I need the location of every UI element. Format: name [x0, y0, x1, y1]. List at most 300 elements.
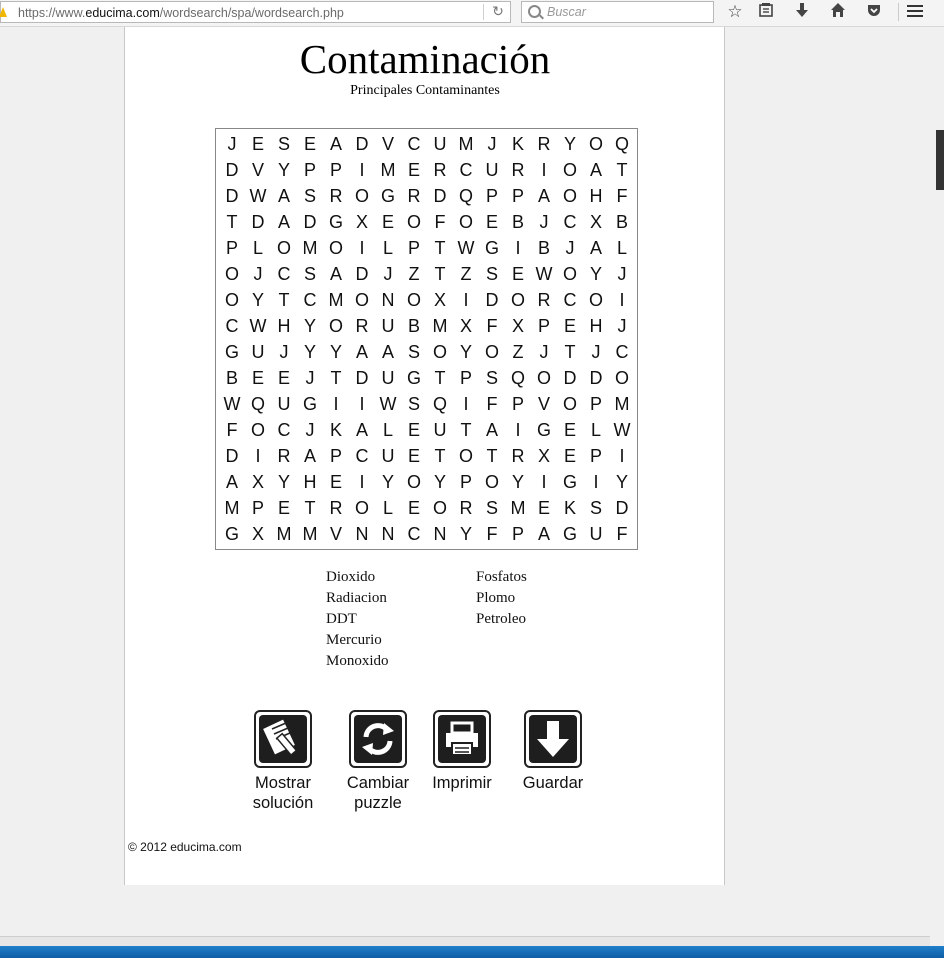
- address-bar[interactable]: [0, 1, 511, 23]
- taskbar: [0, 946, 944, 958]
- grid-cell: M: [302, 524, 318, 544]
- grid-cell: G: [302, 394, 317, 414]
- download-icon[interactable]: [791, 2, 813, 22]
- grid-cell: E: [303, 134, 316, 154]
- grid-cell: G: [536, 420, 551, 440]
- grid-cell: T: [330, 368, 342, 388]
- grid-cell: A: [329, 264, 342, 284]
- grid-cell: J: [305, 368, 315, 388]
- grid-cell: D: [303, 212, 317, 232]
- grid-cell: T: [226, 212, 238, 232]
- grid-cell: O: [510, 290, 525, 310]
- grid-row: [216, 235, 637, 261]
- word-item: Plomo: [476, 590, 516, 606]
- grid-cell: V: [251, 160, 264, 180]
- grid-cell: O: [562, 264, 577, 284]
- grid-cell: A: [589, 160, 602, 180]
- grid-cell: V: [381, 134, 394, 154]
- change-puzzle-button[interactable]: [343, 710, 413, 813]
- grid-cell: Q: [250, 394, 265, 414]
- grid-cell: E: [329, 472, 342, 492]
- grid-cell: B: [511, 212, 524, 232]
- word-list-right: [476, 567, 527, 630]
- grid-cell: H: [589, 316, 603, 336]
- grid-cell: Y: [277, 160, 290, 180]
- grid-cell: I: [463, 290, 469, 310]
- grid-cell: O: [588, 134, 603, 154]
- grid-cell: J: [383, 264, 393, 284]
- grid-cell: S: [589, 498, 602, 518]
- grid-cell: K: [511, 134, 524, 154]
- grid-cell: Z: [408, 264, 420, 284]
- print-button[interactable]: [429, 710, 495, 793]
- grid-cell: Y: [277, 472, 290, 492]
- grid-cell: I: [515, 420, 521, 440]
- grid-cell: E: [407, 160, 420, 180]
- grid-cell: Y: [563, 134, 576, 154]
- grid-cell: O: [406, 290, 421, 310]
- grid-cell: X: [589, 212, 602, 232]
- search-icon: [528, 5, 541, 18]
- change-puzzle-label-1: Cambiar: [346, 774, 410, 792]
- grid-cell: E: [537, 498, 550, 518]
- word-item: Radiacion: [326, 590, 387, 606]
- download-arrow-icon: [524, 710, 582, 768]
- grid-cell: B: [225, 368, 238, 388]
- grid-cell: U: [485, 160, 499, 180]
- grid-cell: M: [432, 316, 448, 336]
- grid-cell: L: [382, 498, 393, 518]
- page-content: [124, 27, 725, 885]
- grid-cell: N: [381, 524, 395, 544]
- grid-row: [216, 339, 637, 365]
- grid-cell: R: [277, 446, 291, 466]
- printer-icon: [433, 710, 491, 768]
- grid-cell: P: [459, 368, 472, 388]
- refresh-icon: [349, 710, 407, 768]
- grid-cell: C: [407, 134, 421, 154]
- grid-cell: J: [487, 134, 497, 154]
- grid-cell: D: [563, 368, 577, 388]
- grid-cell: F: [486, 394, 498, 414]
- grid-cell: Q: [510, 368, 525, 388]
- grid-cell: Q: [614, 134, 629, 154]
- grid-cell: S: [485, 368, 498, 388]
- grid-row: [216, 131, 637, 157]
- grid-cell: E: [407, 446, 420, 466]
- grid-cell: Y: [251, 290, 264, 310]
- grid-cell: P: [329, 160, 342, 180]
- grid-cell: O: [224, 290, 239, 310]
- grid-cell: R: [459, 498, 473, 518]
- grid-cell: O: [354, 498, 369, 518]
- grid-cell: E: [485, 212, 498, 232]
- grid-cell: Z: [460, 264, 472, 284]
- grid-cell: O: [458, 212, 473, 232]
- grid-cell: D: [225, 160, 239, 180]
- home-icon[interactable]: [827, 2, 849, 22]
- grid-cell: O: [536, 368, 551, 388]
- show-solution-button[interactable]: [251, 710, 315, 813]
- grid-cell: C: [459, 160, 473, 180]
- grid-cell: R: [329, 186, 343, 206]
- grid-cell: E: [407, 498, 420, 518]
- grid-cell: M: [276, 524, 292, 544]
- grid-row: [216, 183, 637, 209]
- grid-cell: A: [355, 420, 368, 440]
- copyright-footer: © 2012 educima.com: [128, 840, 242, 854]
- grid-cell: D: [355, 264, 369, 284]
- grid-cell: R: [537, 134, 551, 154]
- grid-cell: M: [328, 290, 344, 310]
- word-search-grid: [215, 128, 638, 550]
- grid-cell: I: [255, 446, 261, 466]
- grid-cell: F: [616, 524, 628, 544]
- show-solution-label-1: Mostrar: [255, 774, 311, 792]
- grid-cell: L: [252, 238, 263, 258]
- grid-cell: P: [537, 316, 550, 336]
- grid-cell: A: [225, 472, 238, 492]
- grid-cell: E: [277, 498, 290, 518]
- url-text[interactable]: https://www.educima.com/wordsearch/spa/wordsearch.php: [18, 6, 344, 20]
- grid-row: [216, 157, 637, 183]
- grid-cell: R: [537, 290, 551, 310]
- grid-cell: A: [329, 134, 342, 154]
- grid-cell: J: [253, 264, 263, 284]
- grid-cell: T: [460, 420, 472, 440]
- grid-cell: H: [277, 316, 291, 336]
- grid-cell: P: [251, 498, 264, 518]
- grid-cell: I: [619, 446, 625, 466]
- grid-cell: O: [458, 446, 473, 466]
- grid-cell: B: [407, 316, 420, 336]
- grid-cell: Q: [458, 186, 473, 206]
- grid-cell: O: [484, 472, 499, 492]
- grid-cell: I: [463, 394, 469, 414]
- grid-cell: I: [619, 290, 625, 310]
- grid-cell: D: [355, 368, 369, 388]
- grid-cell: C: [355, 446, 369, 466]
- grid-cell: R: [355, 316, 369, 336]
- grid-cell: O: [328, 316, 343, 336]
- grid-cell: P: [589, 394, 602, 414]
- grid-cell: T: [434, 368, 446, 388]
- grid-cell: T: [564, 342, 576, 362]
- grid-cell: U: [589, 524, 603, 544]
- window-edge: [936, 130, 944, 190]
- grid-row: [216, 469, 637, 495]
- grid-cell: C: [563, 290, 577, 310]
- pocket-icon[interactable]: [863, 2, 885, 22]
- grid-cell: D: [251, 212, 265, 232]
- grid-cell: W: [535, 264, 553, 284]
- grid-cell: A: [485, 420, 498, 440]
- grid-cell: U: [381, 446, 395, 466]
- grid-cell: A: [277, 212, 290, 232]
- grid-cell: P: [407, 238, 420, 258]
- grid-cell: O: [250, 420, 265, 440]
- grid-cell: O: [432, 342, 447, 362]
- grid-cell: I: [359, 238, 365, 258]
- grid-cell: A: [303, 446, 316, 466]
- grid-cell: S: [407, 394, 420, 414]
- grid-cell: O: [588, 290, 603, 310]
- grid-cell: E: [407, 420, 420, 440]
- grid-cell: P: [329, 446, 342, 466]
- save-label: Guardar: [522, 774, 584, 792]
- grid-cell: O: [354, 290, 369, 310]
- grid-cell: O: [224, 264, 239, 284]
- grid-cell: L: [382, 238, 393, 258]
- grid-cell: E: [563, 420, 576, 440]
- word-item: Mercurio: [326, 632, 382, 648]
- grid-cell: P: [459, 472, 472, 492]
- grid-cell: O: [562, 160, 577, 180]
- grid-cell: M: [302, 238, 318, 258]
- grid-row: [216, 443, 637, 469]
- grid-cell: D: [615, 498, 629, 518]
- bookmark-star-icon[interactable]: ☆: [727, 2, 743, 21]
- word-item: Fosfatos: [476, 569, 527, 585]
- grid-cell: K: [329, 420, 342, 440]
- grid-cell: J: [539, 212, 549, 232]
- grid-cell: R: [433, 160, 447, 180]
- grid-cell: W: [249, 186, 267, 206]
- grid-cell: B: [537, 238, 550, 258]
- grid-cell: X: [537, 446, 550, 466]
- grid-cell: Y: [303, 342, 316, 362]
- word-item: Petroleo: [476, 611, 526, 627]
- grid-cell: Y: [459, 342, 472, 362]
- grid-cell: S: [485, 264, 498, 284]
- grid-cell: I: [593, 472, 599, 492]
- grid-cell: T: [616, 160, 628, 180]
- grid-cell: T: [486, 446, 498, 466]
- grid-cell: C: [615, 342, 629, 362]
- grid-cell: A: [537, 524, 550, 544]
- grid-cell: G: [224, 524, 239, 544]
- grid-cell: M: [224, 498, 240, 518]
- grid-cell: G: [562, 472, 577, 492]
- grid-cell: J: [279, 342, 289, 362]
- grid-cell: O: [432, 498, 447, 518]
- grid-cell: L: [616, 238, 627, 258]
- grid-cell: O: [276, 238, 291, 258]
- grid-cell: U: [277, 394, 291, 414]
- grid-cell: W: [613, 420, 631, 440]
- grid-cell: V: [329, 524, 342, 544]
- print-label: Imprimir: [432, 774, 492, 792]
- grid-cell: Z: [512, 342, 524, 362]
- grid-cell: R: [511, 160, 525, 180]
- grid-cell: X: [355, 212, 368, 232]
- grid-cell: U: [381, 368, 395, 388]
- grid-cell: G: [406, 368, 421, 388]
- grid-row: [216, 287, 637, 313]
- grid-cell: C: [277, 264, 291, 284]
- grid-cell: F: [616, 186, 628, 206]
- grid-cell: Y: [615, 472, 628, 492]
- grid-cell: C: [407, 524, 421, 544]
- grid-cell: V: [537, 394, 550, 414]
- grid-cell: B: [615, 212, 628, 232]
- search-bar[interactable]: [521, 1, 714, 23]
- grid-cell: M: [380, 160, 396, 180]
- grid-cell: G: [562, 524, 577, 544]
- grid-cell: Y: [329, 342, 342, 362]
- url-separator: [483, 4, 484, 20]
- word-list-left: [326, 567, 389, 672]
- grid-cell: U: [433, 134, 447, 154]
- pencil-icon: [254, 710, 312, 768]
- grid-cell: D: [355, 134, 369, 154]
- reading-list-icon[interactable]: [755, 2, 777, 22]
- grid-cell: M: [510, 498, 526, 518]
- grid-cell: D: [485, 290, 499, 310]
- grid-cell: L: [382, 420, 393, 440]
- word-item: Dioxido: [326, 569, 376, 585]
- grid-cell: Q: [432, 394, 447, 414]
- grid-cell: T: [278, 290, 290, 310]
- grid-cell: L: [590, 420, 601, 440]
- grid-cell: W: [379, 394, 397, 414]
- grid-cell: U: [381, 316, 395, 336]
- warning-icon[interactable]: [0, 7, 7, 17]
- grid-cell: A: [355, 342, 368, 362]
- grid-cell: P: [303, 160, 316, 180]
- grid-cell: R: [407, 186, 421, 206]
- grid-cell: W: [457, 238, 475, 258]
- grid-cell: T: [434, 238, 446, 258]
- grid-cell: H: [303, 472, 317, 492]
- reload-icon[interactable]: ↻: [492, 3, 504, 19]
- word-item: Monoxido: [326, 653, 389, 669]
- grid-cell: I: [359, 160, 365, 180]
- change-puzzle-label-2: puzzle: [354, 794, 402, 812]
- grid-cell: J: [227, 134, 237, 154]
- grid-cell: F: [434, 212, 446, 232]
- grid-cell: J: [539, 342, 549, 362]
- grid-row: [216, 313, 637, 339]
- grid-row: [216, 261, 637, 287]
- page-title: Contaminación: [299, 36, 551, 82]
- grid-row: [216, 365, 637, 391]
- grid-cell: O: [484, 342, 499, 362]
- grid-row: [216, 495, 637, 521]
- grid-row: [216, 521, 637, 547]
- grid-cell: T: [434, 264, 446, 284]
- grid-cell: U: [251, 342, 265, 362]
- grid-cell: D: [225, 446, 239, 466]
- grid-cell: O: [562, 394, 577, 414]
- grid-cell: D: [225, 186, 239, 206]
- grid-cell: R: [329, 498, 343, 518]
- grid-row: [216, 209, 637, 235]
- grid-cell: A: [277, 186, 290, 206]
- grid-cell: Y: [459, 524, 472, 544]
- grid-cell: F: [486, 316, 498, 336]
- grid-cell: Y: [511, 472, 524, 492]
- grid-cell: O: [354, 186, 369, 206]
- grid-cell: N: [355, 524, 369, 544]
- grid-cell: O: [406, 212, 421, 232]
- grid-cell: E: [277, 368, 290, 388]
- grid-cell: I: [515, 238, 521, 258]
- grid-cell: H: [589, 186, 603, 206]
- grid-cell: O: [406, 472, 421, 492]
- grid-cell: T: [434, 446, 446, 466]
- grid-cell: E: [381, 212, 394, 232]
- grid-cell: E: [511, 264, 524, 284]
- grid-cell: C: [563, 212, 577, 232]
- grid-cell: C: [277, 420, 291, 440]
- grid-cell: J: [565, 238, 575, 258]
- grid-row: [216, 417, 637, 443]
- grid-cell: Y: [381, 472, 394, 492]
- grid-cell: M: [458, 134, 474, 154]
- page-subtitle: Principales Contaminantes: [350, 83, 500, 98]
- grid-cell: U: [433, 420, 447, 440]
- grid-cell: G: [224, 342, 239, 362]
- grid-cell: D: [433, 186, 447, 206]
- grid-cell: S: [303, 186, 316, 206]
- grid-cell: X: [251, 472, 264, 492]
- grid-cell: Y: [303, 316, 316, 336]
- grid-cell: D: [589, 368, 603, 388]
- grid-cell: I: [333, 394, 339, 414]
- grid-cell: E: [563, 316, 576, 336]
- grid-cell: F: [486, 524, 498, 544]
- grid-cell: P: [589, 446, 602, 466]
- grid-cell: A: [537, 186, 550, 206]
- grid-cell: P: [511, 186, 524, 206]
- grid-cell: G: [484, 238, 499, 258]
- grid-cell: N: [433, 524, 447, 544]
- grid-cell: J: [617, 316, 627, 336]
- grid-cell: S: [303, 264, 316, 284]
- grid-cell: S: [485, 498, 498, 518]
- grid-cell: E: [251, 134, 264, 154]
- toolbar-separator: [898, 3, 899, 21]
- menu-icon[interactable]: [907, 5, 923, 20]
- grid-cell: I: [541, 160, 547, 180]
- word-item: DDT: [326, 611, 357, 627]
- grid-cell: W: [249, 316, 267, 336]
- save-button[interactable]: [518, 710, 588, 793]
- grid-cell: P: [225, 238, 238, 258]
- grid-cell: P: [511, 394, 524, 414]
- grid-cell: E: [251, 368, 264, 388]
- grid-cell: N: [381, 290, 395, 310]
- browser-toolbar: [0, 0, 944, 27]
- grid-cell: R: [511, 446, 525, 466]
- grid-cell: F: [226, 420, 238, 440]
- grid-row: [216, 391, 637, 417]
- grid-cell: S: [277, 134, 290, 154]
- show-solution-label-2: solución: [252, 794, 314, 812]
- grid-cell: M: [614, 394, 630, 414]
- grid-cell: G: [328, 212, 343, 232]
- grid-cell: P: [485, 186, 498, 206]
- grid-cell: X: [459, 316, 472, 336]
- grid-cell: J: [591, 342, 601, 362]
- grid-cell: X: [511, 316, 524, 336]
- grid-cell: O: [562, 186, 577, 206]
- grid-cell: J: [305, 420, 315, 440]
- grid-cell: A: [381, 342, 394, 362]
- grid-cell: S: [407, 342, 420, 362]
- grid-cell: C: [225, 316, 239, 336]
